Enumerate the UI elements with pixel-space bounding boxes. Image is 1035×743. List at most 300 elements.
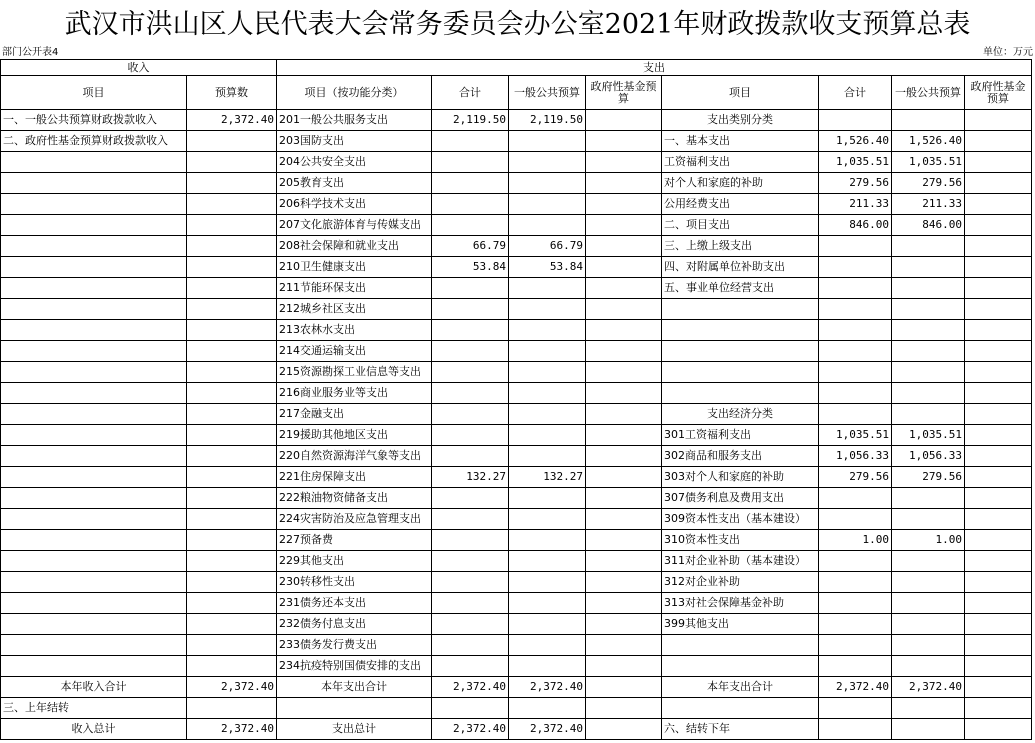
type-total-cell: [819, 110, 892, 131]
type-fund-cell: [965, 320, 1032, 341]
func-total-cell: 132.27: [432, 467, 509, 488]
income-item-cell: [1, 194, 187, 215]
income-amount-cell: [187, 656, 277, 677]
func-general-cell: 66.79: [509, 236, 586, 257]
type-fund-cell: [965, 173, 1032, 194]
func-item-cell: 201一般公共服务支出: [277, 110, 432, 131]
type-general-cell: 1,035.51: [892, 152, 965, 173]
type-total-cell: 279.56: [819, 173, 892, 194]
header-income: 收入: [1, 60, 277, 76]
type-item-cell: 399其他支出: [662, 614, 819, 635]
income-amount-cell: [187, 299, 277, 320]
func-fund-cell: [586, 530, 662, 551]
type-total-cell: [819, 719, 892, 740]
func-fund-cell: [586, 278, 662, 299]
header-func-item: 项目（按功能分类）: [277, 76, 432, 110]
table-row: [1, 257, 1032, 278]
income-item-cell: [1, 404, 187, 425]
type-total-cell: 2,372.40: [819, 677, 892, 698]
type-general-cell: 1,035.51: [892, 425, 965, 446]
header-type-general: 一般公共预算: [892, 76, 965, 110]
table-row: [1, 236, 1032, 257]
func-total-cell: 2,119.50: [432, 110, 509, 131]
func-general-cell: [509, 488, 586, 509]
income-amount-cell: [187, 614, 277, 635]
table-row: [1, 425, 1032, 446]
income-item-cell: [1, 551, 187, 572]
func-general-cell: 132.27: [509, 467, 586, 488]
type-fund-cell: [965, 677, 1032, 698]
income-item-cell: [1, 257, 187, 278]
type-general-cell: [892, 698, 965, 719]
func-item-cell: 支出总计: [277, 719, 432, 740]
header-type-total: 合计: [819, 76, 892, 110]
type-item-cell: 四、对附属单位补助支出: [662, 257, 819, 278]
func-general-cell: [509, 635, 586, 656]
func-item-cell: 231债务还本支出: [277, 593, 432, 614]
func-general-cell: [509, 572, 586, 593]
table-row: [1, 656, 1032, 677]
table-row: [1, 698, 1032, 719]
type-fund-cell: [965, 551, 1032, 572]
func-general-cell: [509, 299, 586, 320]
func-item-cell: 229其他支出: [277, 551, 432, 572]
page-title: 武汉市洪山区人民代表大会常务委员会办公室2021年财政拨款收支预算总表: [64, 9, 971, 40]
table-row: [1, 152, 1032, 173]
table-row: [1, 719, 1032, 740]
func-total-cell: [432, 131, 509, 152]
income-amount-cell: [187, 341, 277, 362]
income-item-cell: [1, 530, 187, 551]
func-item-cell: 本年支出合计: [277, 677, 432, 698]
header-type-item: 项目: [662, 76, 819, 110]
func-general-cell: [509, 656, 586, 677]
table-row: [1, 488, 1032, 509]
income-item-cell: [1, 614, 187, 635]
income-item-cell: [1, 656, 187, 677]
type-item-cell: 对个人和家庭的补助: [662, 173, 819, 194]
type-general-cell: [892, 551, 965, 572]
func-total-cell: [432, 341, 509, 362]
type-fund-cell: [965, 530, 1032, 551]
type-item-cell: 313对社会保障基金补助: [662, 593, 819, 614]
func-total-cell: [432, 635, 509, 656]
header-func-general: 一般公共预算: [509, 76, 586, 110]
func-fund-cell: [586, 593, 662, 614]
income-amount-cell: [187, 215, 277, 236]
type-fund-cell: [965, 278, 1032, 299]
type-general-cell: 1,056.33: [892, 446, 965, 467]
table-row: [1, 572, 1032, 593]
header-column-row: [1, 76, 1032, 110]
type-item-cell: [662, 635, 819, 656]
func-general-cell: [509, 425, 586, 446]
type-item-cell: 312对企业补助: [662, 572, 819, 593]
func-fund-cell: [586, 467, 662, 488]
type-general-cell: [892, 299, 965, 320]
type-total-cell: 846.00: [819, 215, 892, 236]
func-item-cell: 215资源勘探工业信息等支出: [277, 362, 432, 383]
type-item-cell: [662, 341, 819, 362]
type-item-cell: 一、基本支出: [662, 131, 819, 152]
type-fund-cell: [965, 698, 1032, 719]
func-total-cell: [432, 551, 509, 572]
type-item-cell: 302商品和服务支出: [662, 446, 819, 467]
header-expense: 支出: [277, 60, 1032, 76]
func-general-cell: [509, 446, 586, 467]
income-amount-cell: [187, 551, 277, 572]
type-total-cell: [819, 341, 892, 362]
income-amount-cell: [187, 698, 277, 719]
income-amount-cell: [187, 488, 277, 509]
type-general-cell: [892, 572, 965, 593]
type-item-cell: 307债务利息及费用支出: [662, 488, 819, 509]
type-item-cell: [662, 656, 819, 677]
table-row: [1, 278, 1032, 299]
type-fund-cell: [965, 152, 1032, 173]
table-row: [1, 635, 1032, 656]
type-fund-cell: [965, 110, 1032, 131]
income-amount-cell: [187, 593, 277, 614]
func-fund-cell: [586, 614, 662, 635]
func-fund-cell: [586, 677, 662, 698]
type-fund-cell: [965, 131, 1032, 152]
type-item-cell: 五、事业单位经营支出: [662, 278, 819, 299]
table-row: [1, 215, 1032, 236]
func-fund-cell: [586, 698, 662, 719]
type-fund-cell: [965, 257, 1032, 278]
func-fund-cell: [586, 572, 662, 593]
func-item-cell: 206科学技术支出: [277, 194, 432, 215]
table-row: [1, 467, 1032, 488]
table-row: [1, 173, 1032, 194]
func-general-cell: [509, 215, 586, 236]
type-general-cell: 279.56: [892, 467, 965, 488]
func-item-cell: 214交通运输支出: [277, 341, 432, 362]
func-item-cell: 217金融支出: [277, 404, 432, 425]
header-income-item: 项目: [1, 76, 187, 110]
type-total-cell: 1,056.33: [819, 446, 892, 467]
type-general-cell: [892, 719, 965, 740]
type-general-cell: [892, 404, 965, 425]
type-total-cell: [819, 320, 892, 341]
func-general-cell: [509, 383, 586, 404]
func-total-cell: [432, 425, 509, 446]
func-item-cell: 212城乡社区支出: [277, 299, 432, 320]
type-item-cell: 支出类别分类: [662, 110, 819, 131]
func-fund-cell: [586, 152, 662, 173]
table-row: [1, 299, 1032, 320]
func-total-cell: 2,372.40: [432, 719, 509, 740]
type-item-cell: [662, 320, 819, 341]
func-total-cell: [432, 698, 509, 719]
type-fund-cell: [965, 614, 1032, 635]
func-total-cell: [432, 320, 509, 341]
table-body: [1, 110, 1032, 740]
income-amount-cell: [187, 446, 277, 467]
type-item-cell: 301工资福利支出: [662, 425, 819, 446]
type-total-cell: [819, 593, 892, 614]
type-general-cell: [892, 362, 965, 383]
income-amount-cell: [187, 635, 277, 656]
func-total-cell: [432, 215, 509, 236]
type-item-cell: 六、结转下年: [662, 719, 819, 740]
income-item-cell: [1, 572, 187, 593]
type-fund-cell: [965, 404, 1032, 425]
func-general-cell: [509, 404, 586, 425]
func-fund-cell: [586, 236, 662, 257]
type-total-cell: [819, 656, 892, 677]
func-item-cell: 230转移性支出: [277, 572, 432, 593]
func-fund-cell: [586, 551, 662, 572]
table-row: [1, 446, 1032, 467]
func-fund-cell: [586, 215, 662, 236]
income-amount-cell: [187, 404, 277, 425]
type-general-cell: [892, 278, 965, 299]
func-general-cell: [509, 698, 586, 719]
header-group-row: [1, 60, 1032, 76]
type-general-cell: [892, 257, 965, 278]
func-general-cell: [509, 152, 586, 173]
type-fund-cell: [965, 467, 1032, 488]
type-general-cell: [892, 110, 965, 131]
type-total-cell: [819, 572, 892, 593]
func-general-cell: [509, 551, 586, 572]
income-amount-cell: [187, 362, 277, 383]
table-row: [1, 383, 1032, 404]
func-total-cell: [432, 656, 509, 677]
type-general-cell: 211.33: [892, 194, 965, 215]
income-item-cell: [1, 278, 187, 299]
income-item-cell: 本年收入合计: [1, 677, 187, 698]
income-item-cell: 二、政府性基金预算财政拨款收入: [1, 131, 187, 152]
income-item-cell: [1, 299, 187, 320]
income-amount-cell: [187, 236, 277, 257]
func-general-cell: [509, 341, 586, 362]
type-total-cell: [819, 551, 892, 572]
income-amount-cell: [187, 572, 277, 593]
func-item-cell: 224灾害防治及应急管理支出: [277, 509, 432, 530]
table-row: [1, 362, 1032, 383]
func-general-cell: [509, 320, 586, 341]
func-total-cell: [432, 278, 509, 299]
func-total-cell: [432, 614, 509, 635]
type-general-cell: 279.56: [892, 173, 965, 194]
type-total-cell: [819, 635, 892, 656]
type-item-cell: 二、项目支出: [662, 215, 819, 236]
income-item-cell: [1, 236, 187, 257]
type-total-cell: [819, 362, 892, 383]
type-item-cell: 303对个人和家庭的补助: [662, 467, 819, 488]
income-amount-cell: [187, 173, 277, 194]
table-row: [1, 320, 1032, 341]
income-amount-cell: [187, 425, 277, 446]
type-general-cell: [892, 656, 965, 677]
func-item-cell: 222粮油物资储备支出: [277, 488, 432, 509]
income-item-cell: 收入总计: [1, 719, 187, 740]
func-item-cell: 220自然资源海洋气象等支出: [277, 446, 432, 467]
func-total-cell: [432, 362, 509, 383]
type-general-cell: [892, 236, 965, 257]
income-item-cell: [1, 467, 187, 488]
type-fund-cell: [965, 236, 1032, 257]
func-fund-cell: [586, 341, 662, 362]
type-fund-cell: [965, 656, 1032, 677]
func-general-cell: 2,372.40: [509, 719, 586, 740]
income-amount-cell: [187, 152, 277, 173]
table-row: [1, 677, 1032, 698]
func-general-cell: [509, 194, 586, 215]
type-total-cell: 1,035.51: [819, 425, 892, 446]
type-general-cell: [892, 593, 965, 614]
income-item-cell: [1, 173, 187, 194]
type-fund-cell: [965, 635, 1032, 656]
type-general-cell: [892, 341, 965, 362]
income-amount-cell: [187, 194, 277, 215]
func-total-cell: [432, 446, 509, 467]
type-fund-cell: [965, 215, 1032, 236]
type-fund-cell: [965, 425, 1032, 446]
func-item-cell: 234抗疫特别国债安排的支出: [277, 656, 432, 677]
func-fund-cell: [586, 362, 662, 383]
type-total-cell: [819, 488, 892, 509]
func-general-cell: [509, 530, 586, 551]
func-general-cell: [509, 614, 586, 635]
func-item-cell: 204公共安全支出: [277, 152, 432, 173]
income-item-cell: 一、一般公共预算财政拨款收入: [1, 110, 187, 131]
func-total-cell: [432, 404, 509, 425]
func-item-cell: 213农林水支出: [277, 320, 432, 341]
func-general-cell: 2,119.50: [509, 110, 586, 131]
header-type-fund: 政府性基金预算: [965, 76, 1032, 110]
type-fund-cell: [965, 572, 1032, 593]
func-fund-cell: [586, 383, 662, 404]
type-fund-cell: [965, 509, 1032, 530]
func-item-cell: [277, 698, 432, 719]
type-general-cell: 846.00: [892, 215, 965, 236]
type-total-cell: [819, 257, 892, 278]
table-row: [1, 341, 1032, 362]
func-fund-cell: [586, 110, 662, 131]
func-total-cell: [432, 152, 509, 173]
income-item-cell: [1, 362, 187, 383]
func-item-cell: 211节能环保支出: [277, 278, 432, 299]
type-item-cell: 311对企业补助（基本建设）: [662, 551, 819, 572]
type-fund-cell: [965, 299, 1032, 320]
func-general-cell: [509, 278, 586, 299]
income-amount-cell: [187, 131, 277, 152]
income-item-cell: 三、上年结转: [1, 698, 187, 719]
type-total-cell: [819, 404, 892, 425]
func-total-cell: [432, 194, 509, 215]
table-row: [1, 530, 1032, 551]
type-item-cell: 三、上缴上级支出: [662, 236, 819, 257]
func-item-cell: 203国防支出: [277, 131, 432, 152]
type-item-cell: [662, 362, 819, 383]
func-fund-cell: [586, 425, 662, 446]
income-amount-cell: 2,372.40: [187, 677, 277, 698]
func-general-cell: [509, 131, 586, 152]
income-item-cell: [1, 215, 187, 236]
table-row: [1, 131, 1032, 152]
func-total-cell: [432, 530, 509, 551]
func-total-cell: [432, 488, 509, 509]
income-amount-cell: [187, 257, 277, 278]
func-fund-cell: [586, 320, 662, 341]
func-fund-cell: [586, 509, 662, 530]
func-item-cell: 205教育支出: [277, 173, 432, 194]
type-total-cell: [819, 698, 892, 719]
table-code: 部门公开表4: [2, 47, 59, 58]
func-fund-cell: [586, 257, 662, 278]
type-general-cell: [892, 383, 965, 404]
type-total-cell: [819, 299, 892, 320]
table-row: [1, 614, 1032, 635]
income-amount-cell: [187, 278, 277, 299]
header-func-fund: 政府性基金预算: [586, 76, 662, 110]
table-row: [1, 551, 1032, 572]
type-fund-cell: [965, 488, 1032, 509]
func-fund-cell: [586, 446, 662, 467]
header-income-budget: 预算数: [187, 76, 277, 110]
func-item-cell: 227预备费: [277, 530, 432, 551]
income-item-cell: [1, 152, 187, 173]
func-general-cell: [509, 173, 586, 194]
income-item-cell: [1, 509, 187, 530]
type-general-cell: 1.00: [892, 530, 965, 551]
unit-label: 单位：万元: [983, 47, 1033, 58]
func-fund-cell: [586, 131, 662, 152]
func-fund-cell: [586, 656, 662, 677]
type-fund-cell: [965, 446, 1032, 467]
func-total-cell: [432, 572, 509, 593]
func-total-cell: 66.79: [432, 236, 509, 257]
type-fund-cell: [965, 194, 1032, 215]
type-item-cell: 309资本性支出（基本建设）: [662, 509, 819, 530]
header-func-total: 合计: [432, 76, 509, 110]
type-general-cell: [892, 614, 965, 635]
func-general-cell: 53.84: [509, 257, 586, 278]
type-total-cell: 279.56: [819, 467, 892, 488]
table-row: [1, 593, 1032, 614]
type-total-cell: [819, 278, 892, 299]
income-amount-cell: 2,372.40: [187, 719, 277, 740]
type-item-cell: [662, 383, 819, 404]
type-total-cell: [819, 236, 892, 257]
income-amount-cell: [187, 383, 277, 404]
income-amount-cell: [187, 509, 277, 530]
type-fund-cell: [965, 383, 1032, 404]
func-fund-cell: [586, 299, 662, 320]
type-general-cell: 2,372.40: [892, 677, 965, 698]
type-item-cell: 工资福利支出: [662, 152, 819, 173]
func-total-cell: 53.84: [432, 257, 509, 278]
func-item-cell: 219援助其他地区支出: [277, 425, 432, 446]
func-fund-cell: [586, 173, 662, 194]
func-total-cell: [432, 509, 509, 530]
func-total-cell: 2,372.40: [432, 677, 509, 698]
type-total-cell: [819, 509, 892, 530]
func-total-cell: [432, 593, 509, 614]
type-item-cell: 310资本性支出: [662, 530, 819, 551]
type-item-cell: 公用经费支出: [662, 194, 819, 215]
type-fund-cell: [965, 362, 1032, 383]
type-item-cell: [662, 299, 819, 320]
type-total-cell: 1,035.51: [819, 152, 892, 173]
func-item-cell: 232债务付息支出: [277, 614, 432, 635]
func-item-cell: 216商业服务业等支出: [277, 383, 432, 404]
type-total-cell: 1,526.40: [819, 131, 892, 152]
